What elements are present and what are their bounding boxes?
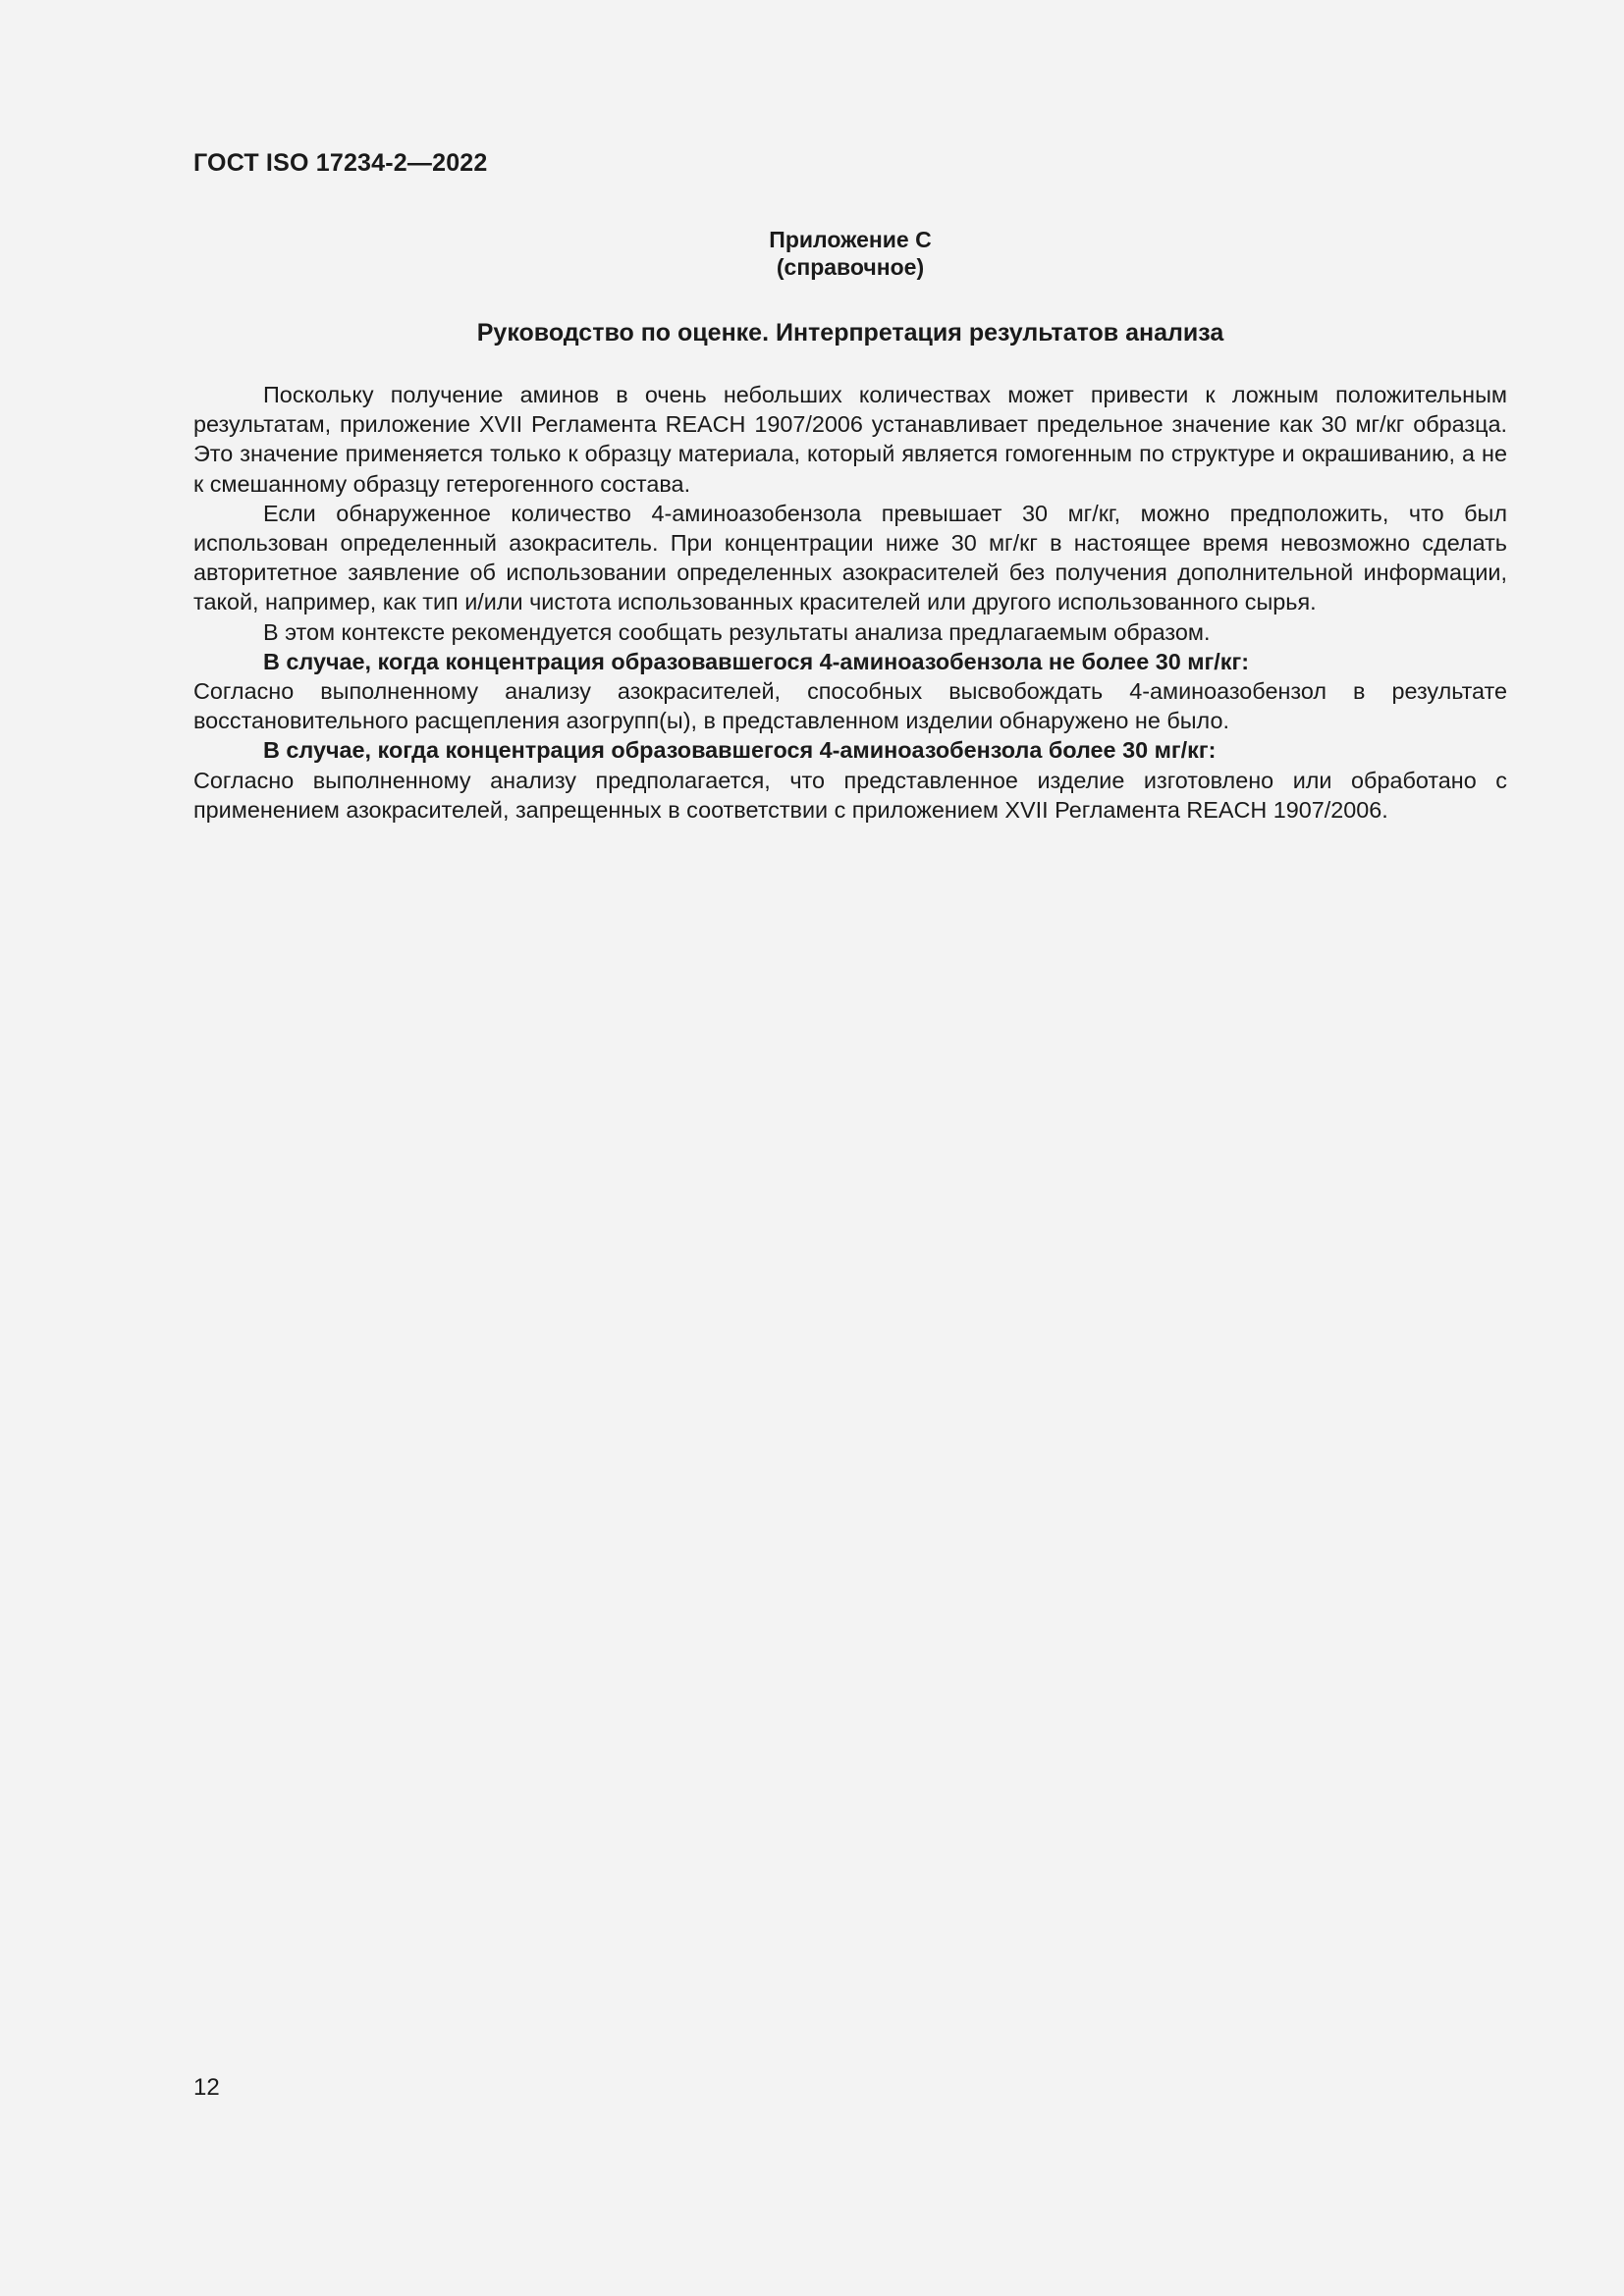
appendix-label: Приложение С [769,227,932,252]
case-heading: В случае, когда концентрация образовавшегося 4-аминоазобензола более 30 мг/кг: [263,737,1217,764]
paragraph: Поскольку получение аминов в очень небольших количествах может привести к ложным положительным результатам, приложение XVII Регламента REACH 1907/2006 устанавливает предельное значение как 30 мг/кг образца. Это значение применяется только к образцу материала, который является гомогенным по структуре и окрашиванию, а не к смешанному образцу гетерогенного состава. [193,382,1507,497]
appendix-type: (справочное) [776,254,925,280]
document-header: ГОСТ ISO 17234-2—2022 [193,149,488,177]
case-text: Согласно выполненному анализу азокрасителей, способных высвобождать 4-аминоазобензол в результате восстановительного расщепления азогрупп(ы), в представленном изделии обнаружено не было. [193,678,1507,734]
paragraph: В этом контексте рекомендуется сообщать результаты анализа предлагаемым образом. [263,618,1211,645]
body-text [193,380,1507,825]
appendix-heading [193,226,1507,281]
paragraph: Если обнаруженное количество 4-аминоазобензола превышает 30 мг/кг, можно предположить, что был использован определенный азокраситель. При концентрации ниже 30 мг/кг в настоящее время невозможно сделать авторитетное заявление об использовании определенных азокрасителей без получения дополнительной информации, такой, например, как тип и/или чистота использованных красителей или другого использованного сырья. [193,500,1507,615]
section-title: Руководство по оценке. Интерпретация результатов анализа [476,319,1224,347]
page-number: 12 [193,2074,220,2101]
case-heading: В случае, когда концентрация образовавшегося 4-аминоазобензола не более 30 мг/кг: [263,648,1250,674]
case-text: Согласно выполненному анализу предполагается, что представленное изделие изготовлено или обработано с применением азокрасителей, запрещенных в соответствии с приложением XVII Регламента REACH 1907/2006. [193,767,1507,823]
